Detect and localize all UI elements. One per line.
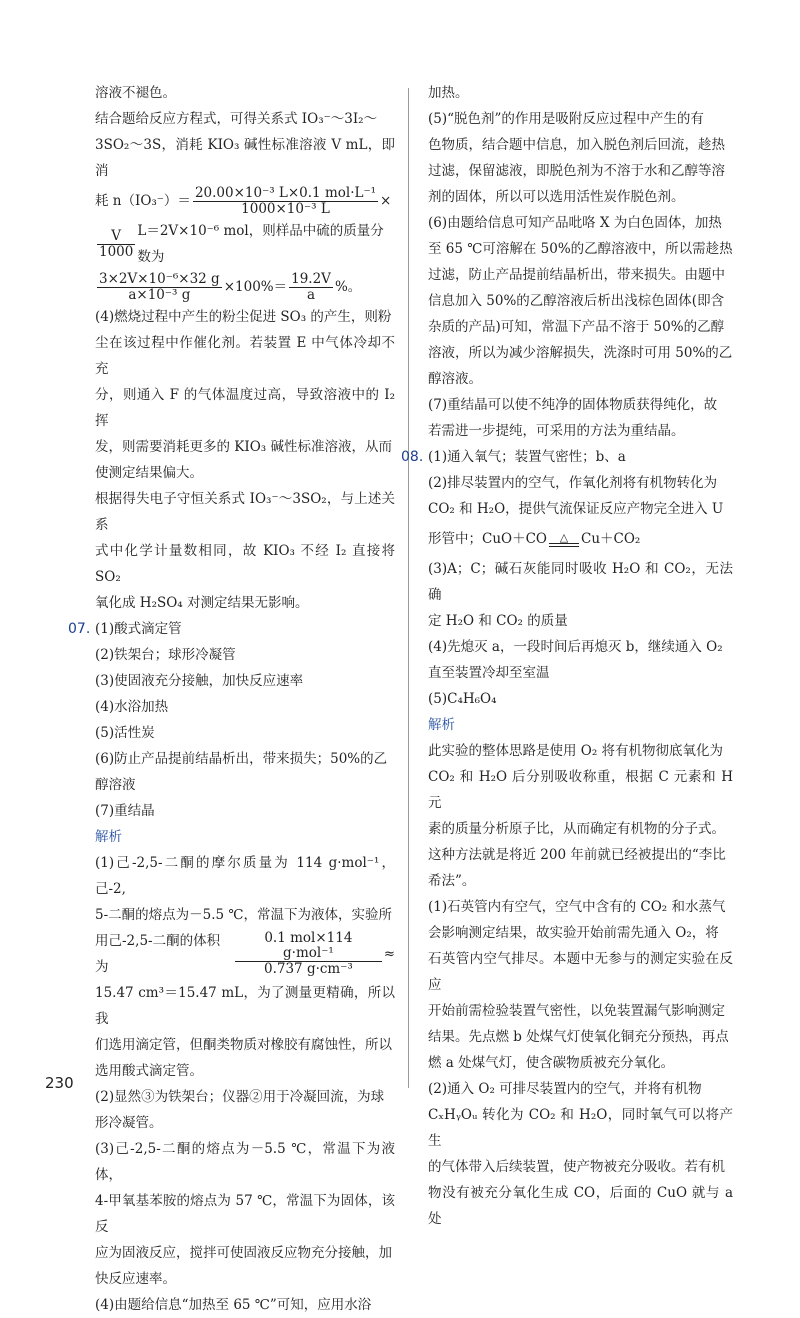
text-line: (1)石英管内有空气，空气中含有的 CO₂ 和水蒸气	[428, 899, 726, 915]
fraction	[97, 229, 135, 260]
answer-line: (2)排尽装置内的空气，作氧化剂将有机物转化为	[428, 475, 718, 491]
text-line: 物没有被充分氧化生成 CO，后面的 CuO 就与 a 处	[428, 1185, 733, 1227]
equation-line	[95, 184, 395, 218]
equation-text: 耗 n（IO₃⁻）＝	[95, 193, 191, 209]
text-line: 5-二酮的熔点为－5.5 ℃，常温下为液体，实验所	[95, 907, 393, 923]
text-line: 尘在该过程中作催化剂。若装置 E 中气体冷却不充	[95, 335, 395, 377]
page-number: 230	[45, 1074, 74, 1092]
text-line: 加热。	[428, 85, 469, 101]
equation-line	[95, 218, 395, 270]
fraction-denominator: 1000	[99, 243, 134, 260]
answer-line: (3)使固液充分接触，加快反应速率	[95, 673, 304, 689]
answer-line: (1)酸式滴定管	[95, 621, 182, 637]
answer-line: (4)先熄灭 a，一段时间后再熄灭 b，继续通入 O₂	[428, 639, 723, 655]
text-line: 醇溶液。	[428, 371, 482, 387]
equation-text: Cu＋CO₂	[581, 531, 641, 547]
fraction-denominator: 0.737 g·cm⁻³	[264, 961, 353, 977]
text-line: 3SO₂～3S，消耗 KIO₃ 碱性标准溶液 V mL，即消	[95, 137, 395, 179]
fraction-denominator: a	[307, 286, 316, 303]
analysis-heading: 解析	[95, 829, 122, 845]
answer-line: (4)水浴加热	[95, 699, 169, 715]
text-line: 结果。先点燃 b 处煤气灯使氧化铜充分预热，再点	[428, 1029, 729, 1045]
text-line: (4)由题给信息“加热至 65 ℃”可知，应用水浴	[95, 1297, 372, 1313]
column-divider	[408, 88, 409, 1088]
text-line: (1)己-2,5-二酮的摩尔质量为 114 g·mol⁻¹，己-2,	[95, 855, 395, 897]
text-line: CₓHᵧOᵤ 转化为 CO₂ 和 H₂O，同时氧气可以将产生	[428, 1107, 733, 1149]
fraction-numerator: 20.00×10⁻³ L×0.1 mol·L⁻¹	[194, 184, 376, 201]
text-line: CO₂ 和 H₂O 后分别吸收称重，根据 C 元素和 H 元	[428, 769, 733, 811]
text-line: (7)重结晶可以使不纯净的固体物质获得纯化，故	[428, 397, 718, 413]
equation-text: ×	[379, 193, 392, 209]
text-line: (2)通入 O₂ 可排尽装置内的空气，并将有机物	[428, 1081, 702, 1097]
text-line: 们选用滴定管，但酮类物质对橡胶有腐蚀性，所以	[95, 1037, 392, 1053]
fraction	[289, 272, 333, 303]
text-line: 燃 a 处煤气灯，使含碳物质被充分氧化。	[428, 1055, 675, 1071]
text-line: 分，则通入 F 的气体温度过高，导致溶液中的 I₂ 挥	[95, 387, 395, 429]
text-line: 色物质，结合题中信息，加入脱色剂后回流，趁热	[428, 137, 725, 153]
equation-text: L＝2V×10⁻⁶ mol，则样品中硫的质量分数为	[137, 223, 384, 265]
question-number: 08.	[401, 449, 424, 465]
answer-line: (2)铁架台；球形冷凝管	[95, 647, 236, 663]
text-line: 石英管内空气排尽。本题中无参与的测定实验在反应	[428, 951, 733, 993]
right-column	[401, 80, 733, 1232]
text-line: 选用酸式滴定管。	[95, 1063, 203, 1079]
text-line: 开始前需检验装置气密性，以免装置漏气影响测定	[428, 1003, 725, 1019]
equation-text: ×100%＝	[223, 279, 288, 295]
text-line: 15.47 cm³＝15.47 mL，为了测量更精确，所以我	[95, 985, 395, 1027]
text-line: 剂的固体，所以可以选用活性炭作脱色剂。	[428, 189, 685, 205]
text-line: 此实验的整体思路是使用 O₂ 将有机物彻底氧化为	[428, 743, 724, 759]
text-line: 式中化学计量数相同，故 KIO₃ 不经 I₂ 直接将 SO₂	[95, 543, 395, 585]
equation-line	[95, 928, 395, 980]
equation-text: ≈	[383, 946, 395, 962]
fraction-numerator: 0.1 mol×114 g·mol⁻¹	[235, 931, 382, 962]
answer-line: (6)防止产品提前结晶析出，带来损失；50%的乙	[95, 751, 388, 767]
answer-line: (5)活性炭	[95, 725, 155, 741]
text-line: 这种方法就是将近 200 年前就已经被提出的“李比	[428, 847, 726, 863]
text-line: 使测定结果偏大。	[95, 465, 203, 481]
text-line: (6)由题给信息可知产品吡咯 X 为白色固体，加热	[428, 215, 722, 231]
text-line: 氧化成 H₂SO₄ 对测定结果无影响。	[95, 595, 309, 611]
text-line: 快反应速率。	[95, 1271, 176, 1287]
equation-line	[95, 270, 395, 304]
text-line: 若需进一步提纯，可采用的方法为重结晶。	[428, 423, 685, 439]
text-line: 过滤，保留滤液，即脱色剂为不溶于水和乙醇等溶	[428, 163, 725, 179]
answer-line: 直至装置冷却至室温	[428, 665, 550, 681]
text-line: 杂质的产品)可知，常温下产品不溶于 50%的乙醇	[428, 319, 725, 335]
fraction	[193, 186, 378, 217]
text-line: 的气体带入后续装置，使产物被充分吸收。若有机	[428, 1159, 725, 1175]
answer-line: 醇溶液	[95, 777, 136, 793]
text-line: 应为固液反应，搅拌可使固液反应物充分接触，加	[95, 1245, 392, 1261]
text-line: 4-甲氧基苯胺的熔点为 57 ℃，常温下为固体，该反	[95, 1193, 395, 1235]
fraction-denominator: a×10⁻³ g	[128, 286, 191, 303]
heat-triangle-icon: △	[559, 530, 569, 544]
answer-line: (5)C₄H₆O₄	[428, 691, 497, 707]
answer-line: (1)通入氧气；装置气密性；b、a	[428, 449, 626, 465]
answer-line: CO₂ 和 H₂O，提供气流保证反应产物完全进入 U	[428, 501, 724, 517]
text-line: 形冷凝管。	[95, 1115, 163, 1131]
answer-line: 定 H₂O 和 CO₂ 的质量	[428, 613, 568, 629]
text-line: 素的质量分析原子比，从而确定有机物的分子式。	[428, 821, 725, 837]
analysis-heading: 解析	[428, 717, 455, 733]
text-line: 至 65 ℃可溶解在 50%的乙醇溶液中，所以需趁热	[428, 241, 733, 257]
equation-text: 用己-2,5-二酮的体积为	[95, 933, 221, 975]
text-line: 信息加入 50%的乙醇溶液后析出浅棕色固体(即含	[428, 293, 725, 309]
text-line: (4)燃烧过程中产生的粉尘促进 SO₃ 的产生，则粉	[95, 309, 392, 325]
fraction-denominator: 1000×10⁻³ L	[241, 200, 330, 217]
fraction-numerator: 19.2V	[291, 270, 331, 287]
question-number: 07.	[68, 621, 91, 637]
fraction	[235, 931, 382, 977]
text-line: 希法”。	[428, 873, 476, 889]
text-line: 溶液，所以为减少溶解损失，洗涤时可用 50%的乙	[428, 345, 733, 361]
answer-line: (3)A；C；碱石灰能同时吸收 H₂O 和 CO₂，无法确	[428, 561, 733, 603]
question-08	[401, 444, 733, 1232]
fraction-numerator: 3×2V×10⁻⁶×32 g	[99, 270, 220, 287]
left-column	[68, 80, 395, 1318]
text-line: (3)己-2,5-二酮的熔点为－5.5 ℃，常温下为液体，	[95, 1141, 395, 1183]
text-line: (5)“脱色剂”的作用是吸附反应过程中产生的有	[428, 111, 704, 127]
text-line: 会影响测定结果，故实验开始前需先通入 O₂，将	[428, 925, 719, 941]
fraction-numerator: V	[97, 229, 135, 245]
text-line: 根据得失电子守恒关系式 IO₃⁻～3SO₂，与上述关系	[95, 491, 395, 533]
answer-line: (7)重结晶	[95, 803, 155, 819]
text-line: 结合题给反应方程式，可得关系式 IO₃⁻～3I₂～	[95, 111, 378, 127]
fraction	[97, 272, 222, 303]
equation-text: %。	[334, 279, 362, 295]
heating-condition	[549, 532, 579, 547]
equation-line	[428, 522, 733, 556]
equation-text: 形管中；CuO＋CO	[428, 531, 547, 547]
text-line: 溶液不褪色。	[95, 85, 176, 101]
text-line: 发，则需要消耗更多的 KIO₃ 碱性标准溶液，从而	[95, 439, 392, 455]
text-line: (2)显然③为铁架台；仪器②用于冷凝回流，为球	[95, 1089, 385, 1105]
question-07	[68, 616, 395, 1318]
text-line: 过滤，防止产品提前结晶析出，带来损失。由题中	[428, 267, 725, 283]
